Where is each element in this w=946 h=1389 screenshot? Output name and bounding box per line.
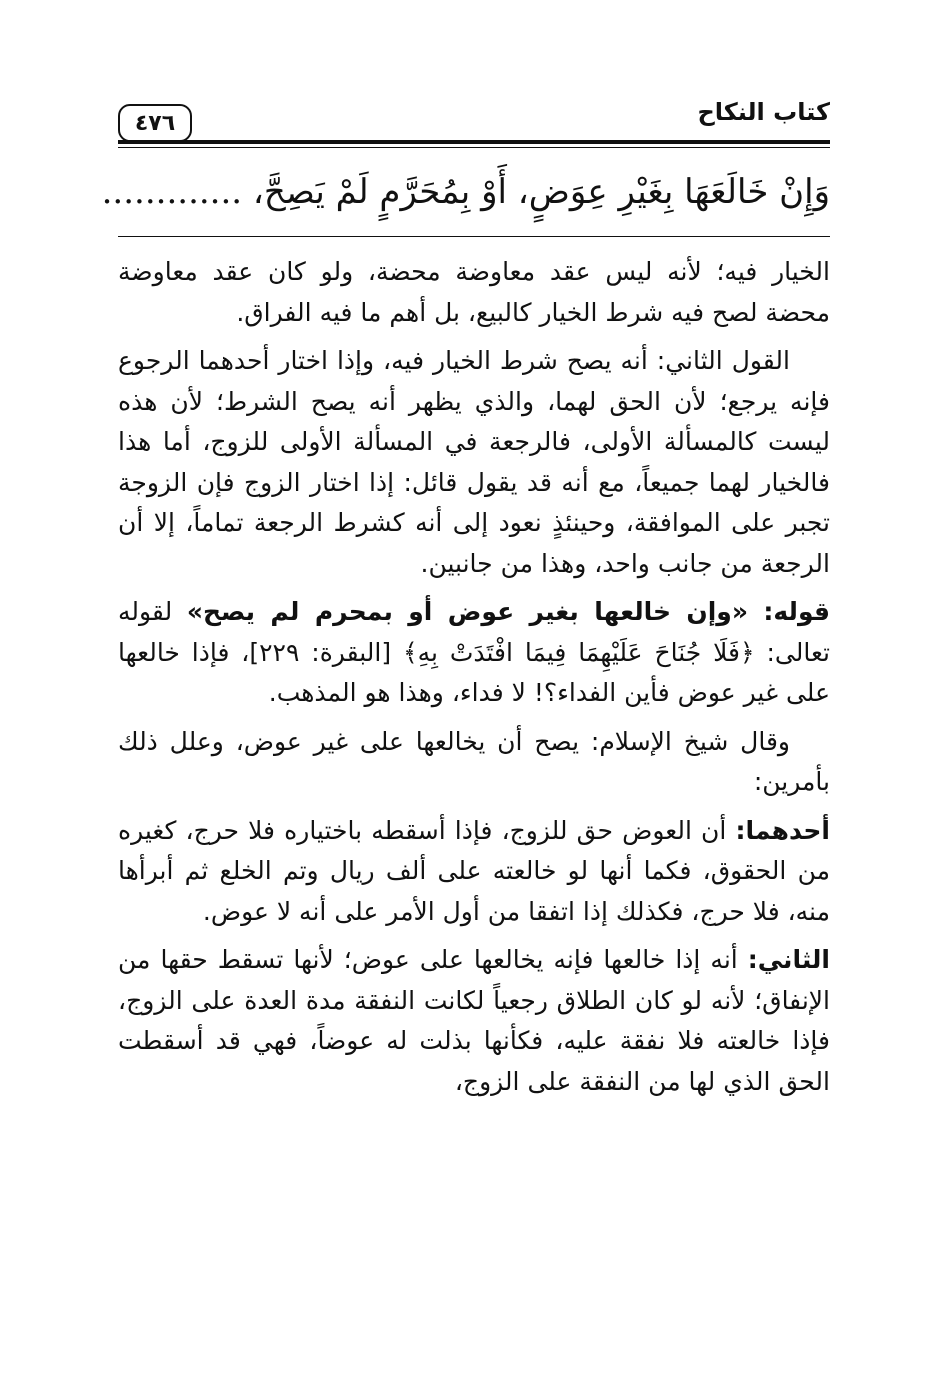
paragraph-text: الخيار فيه؛ لأنه ليس عقد معاوضة محضة، ولو كان عقد معاوضة محضة لصح فيه شرط الخيار كالبيع، بل أهم ما فيه الفراق.: [118, 257, 830, 327]
paragraph-text: القول الثاني: أنه يصح شرط الخيار فيه، وإذا اختار أحدهما الرجوع فإنه يرجع؛ لأن الحق لهما، والذي يظهر أنه يصح الشرط؛ لأن هذه ليست كالمسألة الأولى، فالرجعة في المسألة الأولى للزوج، أما هذا فالخيار لهما جميعاً، مع أنه قد يقول قائل: إذا اختار الزوج فإن الزوجة تجبر على الموافقة، وحينئذٍ نعود إلى أنه كشرط الرجعة تماماً، إلا أن الرجعة من جانب واحد، وهذا من جانبين.: [118, 346, 830, 578]
matn-divider: [118, 236, 830, 237]
paragraph-text: أنه إذا خالعها فإنه يخالعها على عوض؛ لأنها تسقط حقها من الإنفاق؛ لأنه لو كان الطلاق رجعياً لكانت النفقة مدة العدة على الزوج، فإذا خالعته فلا نفقة عليه، فكأنها بذلت له عوضاً، فهي قد أسقطت الحق الذي لها من النفقة على الزوج،: [118, 945, 830, 1096]
commentary: [118, 252, 830, 1110]
paragraph-lead: قوله: «وإن خالعها بغير عوض أو بمحرم لم يصح»: [186, 597, 830, 626]
book-title: كتاب النكاح: [697, 98, 830, 126]
paragraph-lead: أحدهما:: [735, 815, 830, 845]
paragraph-text: [البقرة: ٢٢٩]، فإذا خالعها على غير عوض فأين الفداء؟! لا فداء، وهذا هو المذهب.: [118, 637, 830, 707]
paragraph-4: [118, 722, 830, 803]
paragraph-5: [118, 811, 830, 933]
paragraph-6: [118, 940, 830, 1102]
page-header: [118, 96, 830, 156]
header-rule-thick: [118, 140, 830, 144]
header-rule-thin: [118, 147, 830, 148]
paragraph-text: أن العوض حق للزوج، فإذا أسقطه باختياره فلا حرج، كغيره من الحقوق، فكما أنها لو خالعته على ألف ريال وتم الخلع ثم أبرأها منه، فلا حرج، فكذلك إذا اتفقا من أول الأمر على أنه لا عوض.: [118, 815, 830, 926]
matn-text: وَإِنْ خَالَعَهَا بِغَيْرِ عِوَضٍ، أَوْ بِمُحَرَّمٍ لَمْ يَصِحَّ، .............: [101, 172, 830, 212]
paragraph-3: [118, 592, 830, 714]
paragraph-text: لقوله تعالى:: [118, 597, 830, 667]
paragraph-2: [118, 341, 830, 584]
quran-verse: ﴿فَلَا جُنَاحَ عَلَيْهِمَا فِيمَا افْتَدَتْ بِهِ﴾: [402, 637, 755, 667]
paragraph-1: [118, 252, 830, 333]
page-number: ٤٧٦: [118, 104, 192, 142]
paragraph-lead: الثاني:: [747, 945, 830, 974]
paragraph-text: وقال شيخ الإسلام: يصح أن يخالعها على غير عوض، وعلل ذلك بأمرين:: [118, 726, 830, 796]
